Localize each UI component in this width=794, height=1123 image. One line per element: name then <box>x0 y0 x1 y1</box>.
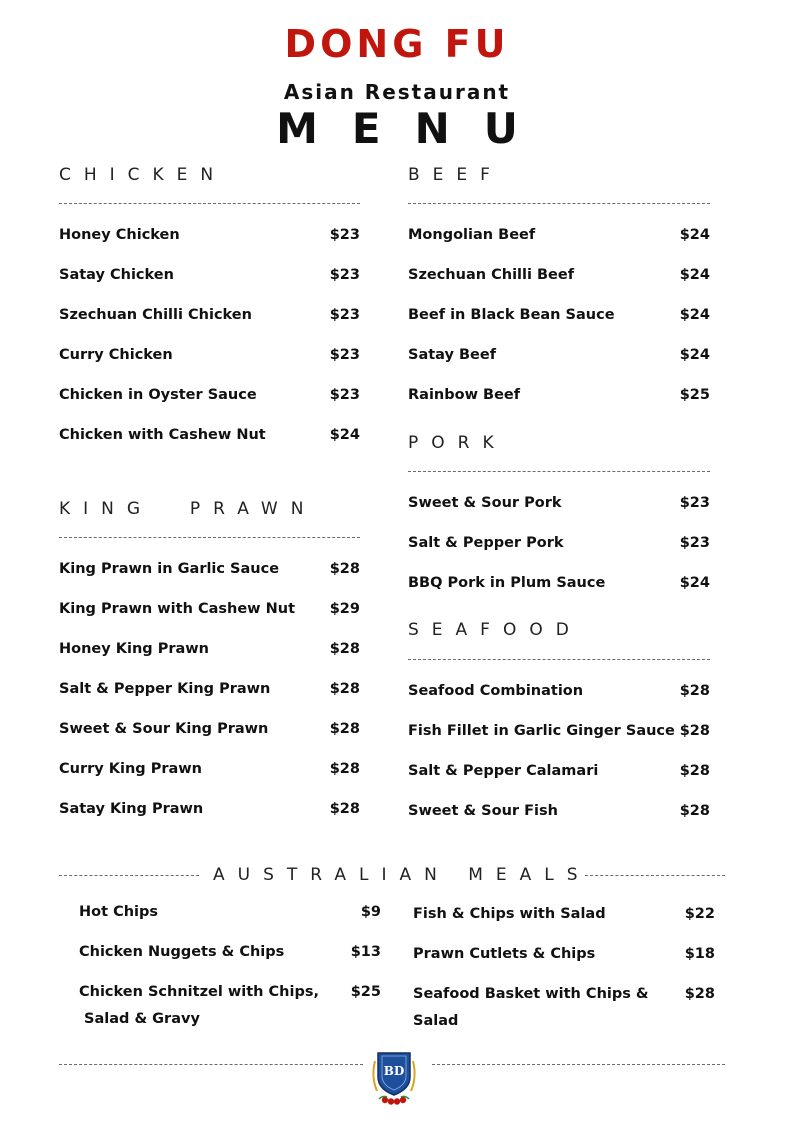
section-divider <box>408 203 710 204</box>
menu-item-name: Sweet & Sour Fish <box>408 803 558 819</box>
restaurant-name: DONG FU <box>284 22 510 66</box>
menu-item-price: $23 <box>679 535 710 551</box>
section-divider <box>408 471 710 472</box>
menu-item-price: $28 <box>684 986 715 1002</box>
menu-item-name: Szechuan Chilli Beef <box>408 267 575 283</box>
menu-item-price: $23 <box>329 387 360 403</box>
menu-item-price: $28 <box>679 723 710 739</box>
menu-item-price: $28 <box>329 561 360 577</box>
menu-item-price: $29 <box>329 601 360 617</box>
menu-item-price: $23 <box>329 307 360 323</box>
menu-item-name: Salt & Pepper Pork <box>408 535 564 551</box>
footer-divider-left <box>59 1064 363 1065</box>
section-title-seafood: SEAFOOD <box>408 620 582 640</box>
menu-item-name: Salt & Pepper King Prawn <box>59 681 271 697</box>
restaurant-subtitle: Asian Restaurant <box>283 80 511 104</box>
menu-item-name: Hot Chips <box>79 904 159 920</box>
menu-item-price: $28 <box>329 761 360 777</box>
menu-item-name: Curry Chicken <box>59 347 173 363</box>
menu-item-name: Satay Beef <box>408 347 497 363</box>
menu-item-price: $24 <box>679 347 710 363</box>
menu-item-price: $9 <box>360 904 381 920</box>
menu-item-name: Fish Fillet in Garlic Ginger Sauce <box>408 723 675 739</box>
menu-item-name: Prawn Cutlets & Chips <box>413 946 596 962</box>
menu-item-name: Chicken in Oyster Sauce <box>59 387 257 403</box>
menu-item-price: $28 <box>679 683 710 699</box>
section-title-beef: BEEF <box>408 165 503 185</box>
menu-item-name: Honey Chicken <box>59 227 180 243</box>
menu-item-name: Satay King Prawn <box>59 801 204 817</box>
menu-item-name: Rainbow Beef <box>408 387 521 403</box>
menu-item-name: Salt & Pepper Calamari <box>408 763 599 779</box>
menu-item-name: Satay Chicken <box>59 267 174 283</box>
menu-item-price: $28 <box>329 801 360 817</box>
menu-item-price: $23 <box>679 495 710 511</box>
menu-item-name: Szechuan Chilli Chicken <box>59 307 252 323</box>
section-title-king-prawn: KING PRAWN <box>59 499 317 519</box>
menu-item-price: $28 <box>329 721 360 737</box>
menu-item-price: $23 <box>329 227 360 243</box>
menu-title: MENU <box>276 104 552 153</box>
section-title-chicken: CHICKEN <box>59 165 227 185</box>
menu-item-name: Chicken with Cashew Nut <box>59 427 266 443</box>
menu-item-name: King Prawn with Cashew Nut <box>59 601 296 617</box>
logo-monogram: BD <box>383 1064 405 1078</box>
menu-item-price: $28 <box>329 641 360 657</box>
menu-item-price: $23 <box>329 267 360 283</box>
section-title-pork: PORK <box>408 433 507 453</box>
menu-item-price: $28 <box>329 681 360 697</box>
menu-item-name: Honey King Prawn <box>59 641 209 657</box>
menu-item-name: Sweet & Sour Pork <box>408 495 562 511</box>
menu-item-name: Fish & Chips with Salad <box>413 906 606 922</box>
section-divider <box>59 537 360 538</box>
menu-item-name: Chicken Schnitzel with Chips, Salad & Gravy <box>79 984 319 1027</box>
menu-item-name: Seafood Combination <box>408 683 584 699</box>
menu-item-price: $25 <box>679 387 710 403</box>
section-divider <box>408 659 710 660</box>
section-title-australian-meals: AUSTRALIAN MEALS <box>213 865 591 885</box>
menu-item-name: Seafood Basket with Chips & Salad <box>413 986 649 1029</box>
menu-item-price: $22 <box>684 906 715 922</box>
menu-item-name: Mongolian Beef <box>408 227 536 243</box>
section-divider <box>59 203 360 204</box>
menu-item-price: $24 <box>679 307 710 323</box>
menu-item-name: BBQ Pork in Plum Sauce <box>408 575 606 591</box>
menu-item-name: Chicken Nuggets & Chips <box>79 944 285 960</box>
menu-item-price: $24 <box>679 227 710 243</box>
footer-divider-right <box>432 1064 725 1065</box>
menu-item-price: $24 <box>679 267 710 283</box>
menu-item-price: $18 <box>684 946 715 962</box>
menu-item-price: $28 <box>679 763 710 779</box>
menu-item-name: Beef in Black Bean Sauce <box>408 307 615 323</box>
menu-item-price: $23 <box>329 347 360 363</box>
section-divider-right <box>585 875 725 876</box>
menu-item-name: King Prawn in Garlic Sauce <box>59 561 280 577</box>
menu-item-price: $28 <box>679 803 710 819</box>
section-divider-left <box>59 875 199 876</box>
menu-item-price: $25 <box>350 984 381 1000</box>
menu-item-price: $13 <box>350 944 381 960</box>
menu-item-price: $24 <box>329 427 360 443</box>
menu-item-name: Curry King Prawn <box>59 761 203 777</box>
menu-item-name: Sweet & Sour King Prawn <box>59 721 269 737</box>
menu-item-price: $24 <box>679 575 710 591</box>
restaurant-logo <box>369 1047 419 1107</box>
